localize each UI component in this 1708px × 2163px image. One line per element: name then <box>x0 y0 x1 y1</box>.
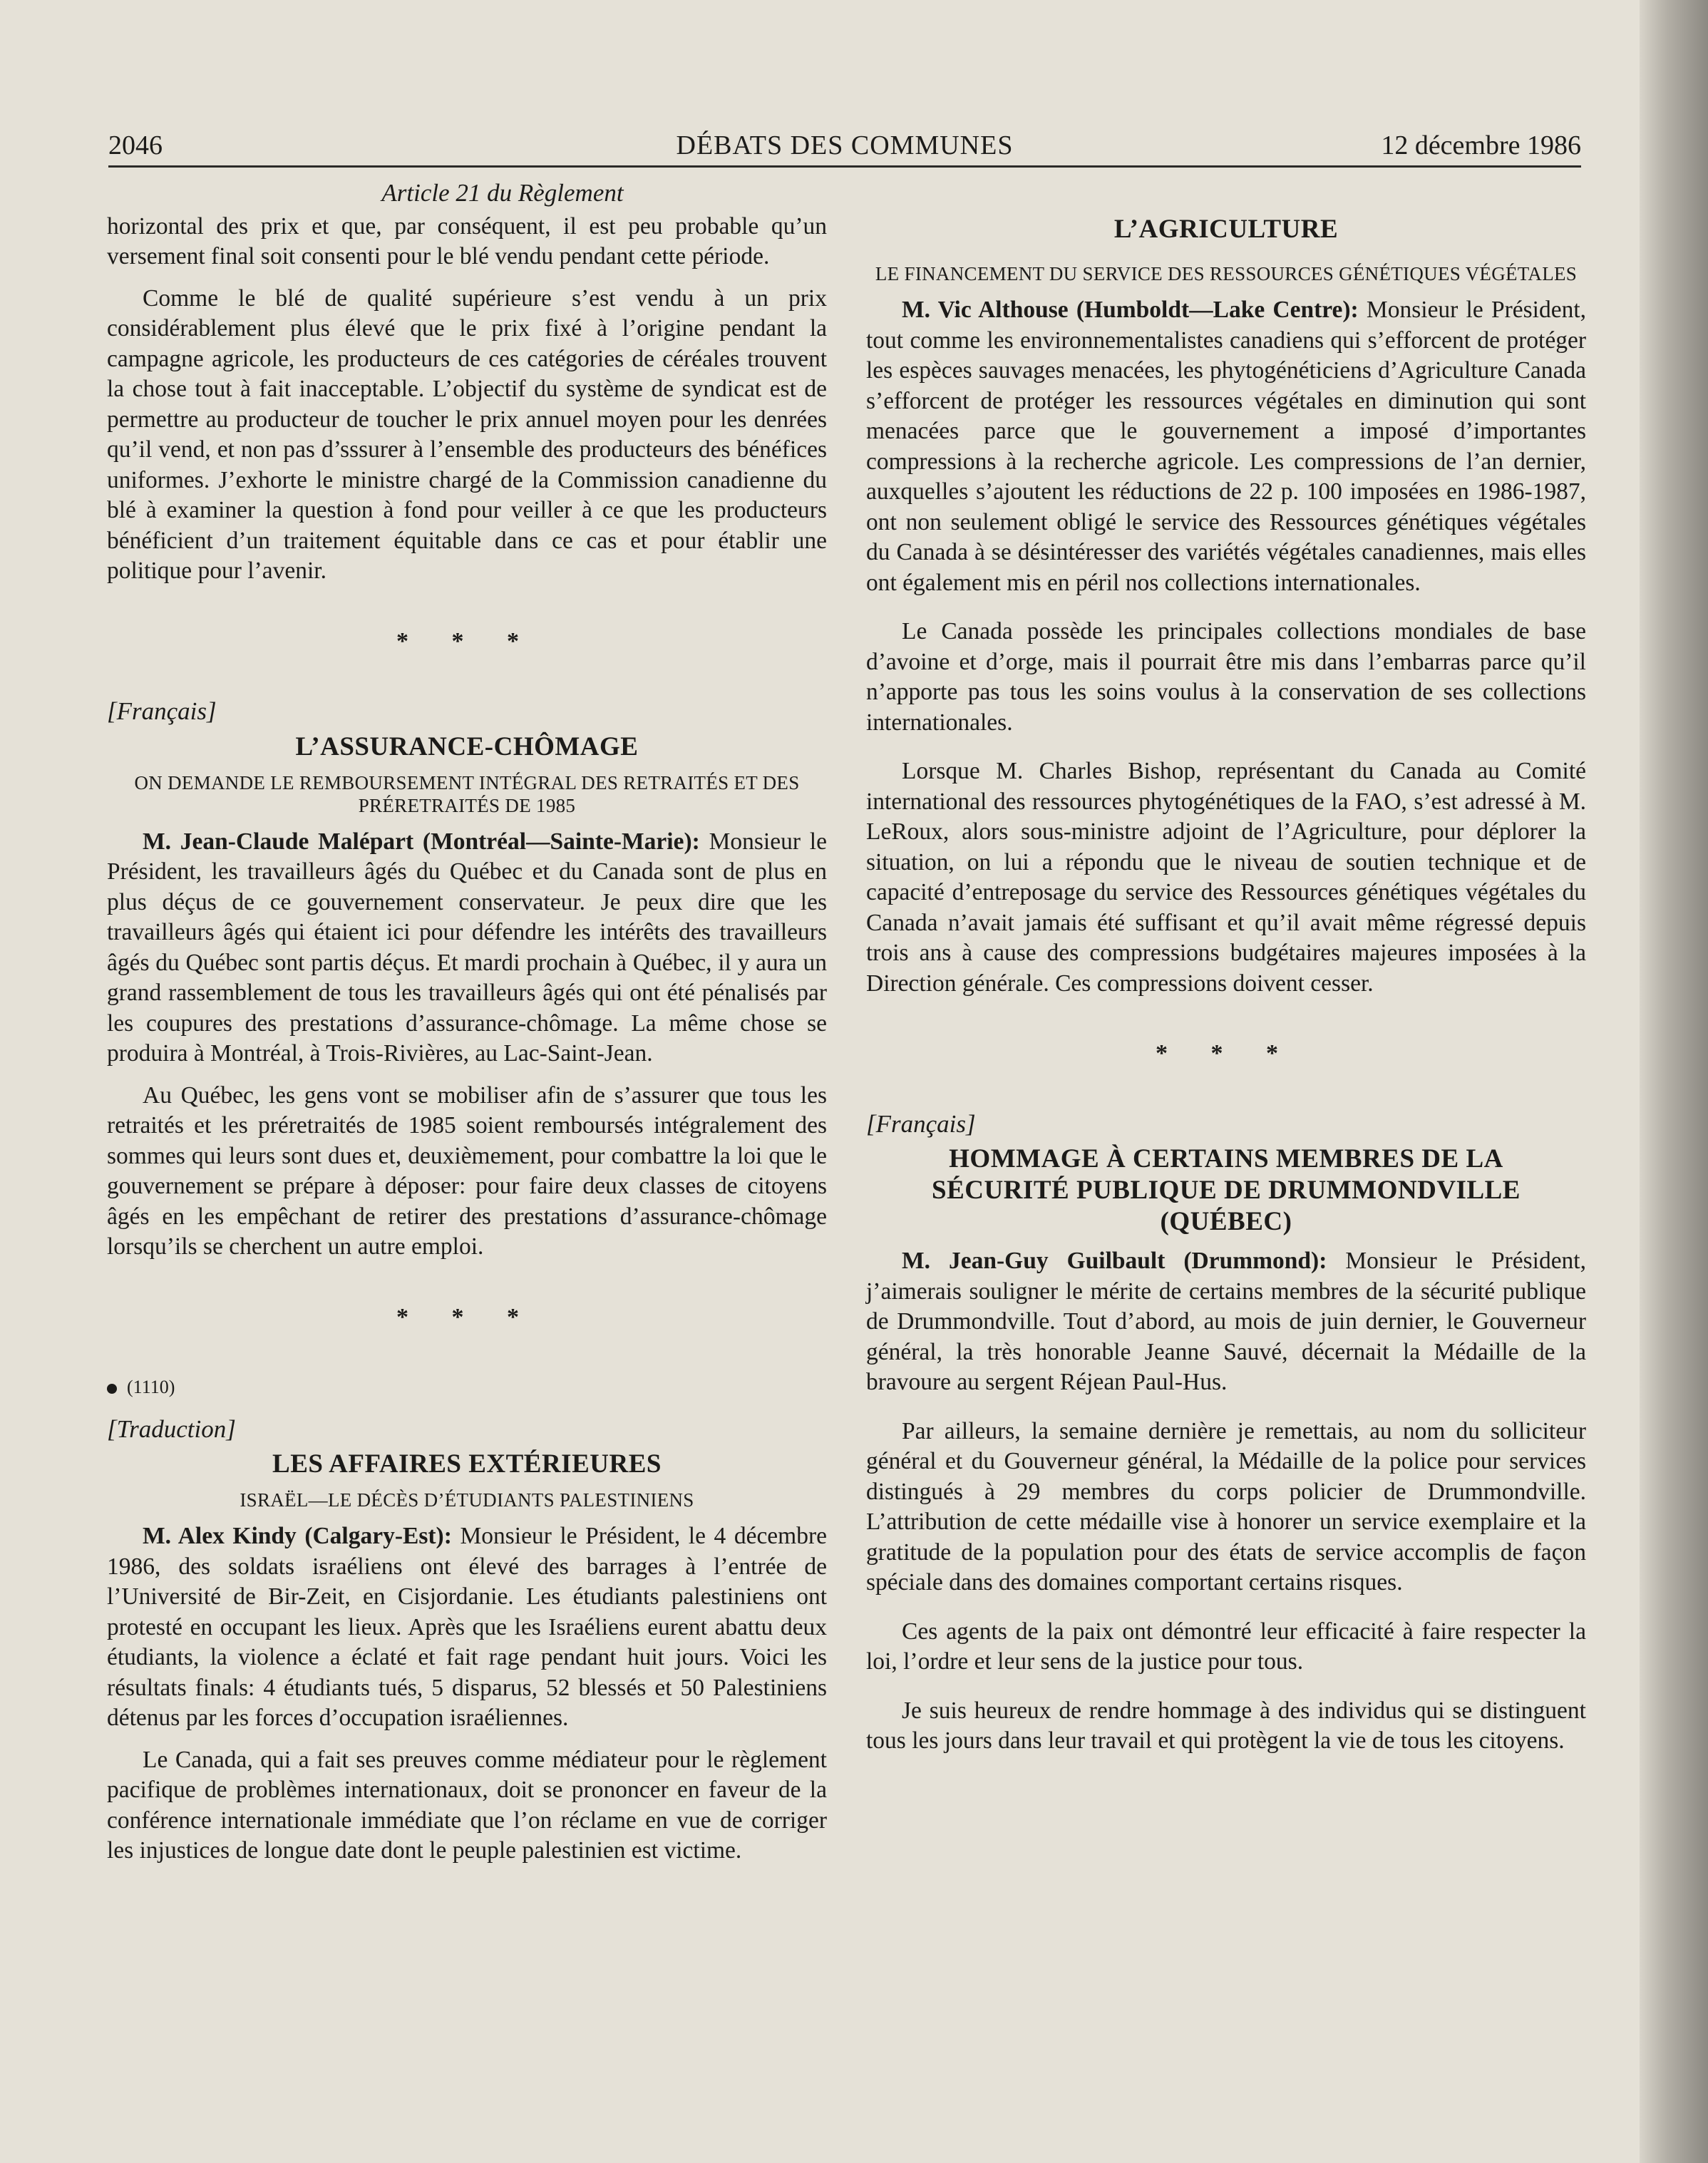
speech-text: Monsieur le Président, j’aimerais souligner le mérite de certains membres de la sécurité publique de Drummondville. Tout d’abord, au mois de juin dernier, le Gouverneur général, la très honorable Jeanne Sauvé, décernait la Médaille de la bravoure au sergent Réjean Paul-Hus. <box>866 1248 1586 1395</box>
speech-text: Monsieur le Président, le 4 décembre 1986, des soldats israéliens ont élevé des barrages à l’entrée de l’Université de Bir-Zeit, en Cisjordanie. Les étudiants palestiniens ont protesté en occupant les lieux. Après que les Israéliens eurent abattu deux étudiants, la violence a éclaté et fait rage pendant huit jours. Voici les résultats finals: 4 étudiants tués, 5 disparus, 52 blessés et 50 Palestiniens détenus par les forces d’occupation israéliennes. <box>107 1523 828 1731</box>
speaker-name: M. Vic Althouse (Humboldt—Lake Centre): <box>902 297 1359 323</box>
speech-paragraph <box>866 295 1586 598</box>
speech-text: Monsieur le Président, les travailleurs âgés du Québec et du Canada sont de plus en plus déçus de ce gouvernement conservateur. Je peux dire que les travailleurs âgés qui étaient ici pour défendre les intérêts des travailleurs âgés du Québec sont partis déçus. Et mardi prochain à Québec, il y aura un grand rassemblement de tous les travailleurs âgés qui ont été pénalisés par les coupures des prestations d’assurance-chômage. La même chose se produira à Montréal, à Trois-Rivières, au Lac-Saint-Jean. <box>107 828 827 1067</box>
time-marker-text: (1110) <box>127 1377 175 1397</box>
running-header <box>108 123 1581 168</box>
section-heading: HOMMAGE À CERTAINS MEMBRES DE LA SÉCURITÉ PUBLIQUE DE DRUMMONDVILLE (QUÉBEC) <box>932 1144 1521 1236</box>
section-heading: LES AFFAIRES EXTÉRIEURES <box>272 1449 662 1479</box>
speaker-name: M. Jean-Claude Malépart (Montréal—Sainte-Marie): <box>143 828 700 855</box>
speaker-name: M. Jean-Guy Guilbault (Drummond): <box>902 1248 1327 1274</box>
section-separator: * * * <box>396 627 537 654</box>
page-number: 2046 <box>108 130 163 160</box>
time-marker <box>107 1372 827 1403</box>
section-subheading: ISRAËL—LE DÉCÈS D’ÉTUDIANTS PALESTINIENS <box>240 1489 694 1511</box>
paragraph: Je suis heureux de rendre hommage à des individus qui se distinguent tous les jours dans leur travail et qui protègent la vie de tous les citoyens. <box>866 1697 1586 1754</box>
speech-paragraph <box>107 827 827 1069</box>
paragraph: Lorsque M. Charles Bishop, représentant du Canada au Comité international des ressources phytogénétiques de la FAO, s’est adressé à M. LeRoux, alors sous-ministre adjoint de l’Agriculture, pour déplorer la situation, on lui a répondu que le niveau de soutien technique et de capacité d’entreposage du service des Ressources génétiques végétales du Canada n’avait jamais été suffisant et qu’il avait même régressé depuis trois ans à cause des compressions budgétaires majeures imposées à la Direction générale. Ces compressions doivent cesser. <box>866 758 1586 997</box>
speech-paragraph <box>866 1246 1586 1398</box>
book-gutter-edge <box>1640 0 1708 2163</box>
paragraph: Au Québec, les gens vont se mobiliser afin de s’assurer que tous les retraités et les préretraités de 1985 soient remboursés intégralement des sommes qui leurs sont dues et, deuxièmement, pour combattre la loi que le gouvernement se prépare à déposer: pour faire deux classes de citoyens âgés en les empêchant de retirer des prestations d’assurance-chômage lorsqu’ils se cherchent un autre emploi. <box>107 1082 827 1260</box>
section-separator: * * * <box>1156 1040 1297 1067</box>
left-column <box>107 178 827 1878</box>
language-marker: [Français] <box>866 1109 976 1138</box>
section-heading: L’ASSURANCE-CHÔMAGE <box>295 731 639 761</box>
paragraph: Comme le blé de qualité supérieure s’est vendu à un prix considérablement plus élevé que le prix fixé à l’origine pendant la campagne agricole, les producteurs de ces catégories de céréales trouvent la chose tout à fait inacceptable. L’objectif du système de syndicat est de permettre au producteur de toucher le prix annuel moyen pour les denrées qu’il vend, et non pas d’sssurer à l’ensemble des producteurs des bénéfices uniformes. J’exhorte le ministre chargé de la Commission canadienne du blé à examiner la question à fond pour veiller à ce que les producteurs bénéficient d’un traitement équitable dans ce cas et pour établir une politique pour l’avenir. <box>107 284 827 584</box>
section-heading: L’AGRICULTURE <box>1113 215 1339 244</box>
section-subheading: LE FINANCEMENT DU SERVICE DES RESSOURCES GÉNÉTIQUES VÉGÉTALES <box>875 263 1578 284</box>
paragraph: Le Canada possède les principales collections mondiales de base d’avoine et d’orge, mais il pourrait être mis dans l’embarras parce qu’il n’apporte pas tous les soins voulus à la conservation de ses collections internationales. <box>866 618 1586 736</box>
right-column <box>866 178 1586 1768</box>
paragraph: Ces agents de la paix ont démontré leur efficacité à faire respecter la loi, l’ordre et leur sens de la justice pour tous. <box>866 1618 1586 1675</box>
section-separator: * * * <box>396 1303 537 1330</box>
section-subheading: ON DEMANDE LE REMBOURSEMENT INTÉGRAL DES RETRAITÉS ET DES PRÉRETRAITÉS DE 1985 <box>134 771 800 816</box>
section-label: Article 21 du Règlement <box>381 179 624 207</box>
publication-title: DÉBATS DES COMMUNES <box>676 130 1014 160</box>
bullet-icon <box>107 1384 117 1394</box>
paragraph: Par ailleurs, la semaine dernière je remettais, au nom du solliciteur général et du Gouverneur général, la Médaille de la police pour services distingués à 29 membres du corps policier de Drummondville. L’attribution de cette médaille vise à honorer un service exemplaire et la gratitude de la population pour des états de service accomplis de façon spéciale dans des domaines comportant certains risques. <box>866 1417 1586 1596</box>
paragraph: Le Canada, qui a fait ses preuves comme médiateur pour le règlement pacifique de problèmes internationaux, doit se prononcer en faveur de la conférence internationale immédiate que l’on réclame en vue de corriger les injustices de longue date dont le peuple palestinien est victime. <box>107 1746 827 1864</box>
page-date: 12 décembre 1986 <box>1381 130 1581 160</box>
language-marker: [Traduction] <box>107 1414 236 1443</box>
speech-paragraph <box>107 1521 827 1734</box>
speech-text: Monsieur le Président, tout comme les environnementalistes canadiens qui s’efforcent de protéger les espèces sauvages menacées, les phytogénéticiens d’Agriculture Canada s’efforcent de protéger les ressources végétales en diminution qui sont menacées parce que le gouvernement a imposé d’importantes compressions à la recherche agricole. Les compressions de l’an dernier, auxquelles s’ajoutent les réductions de 22 p. 100 imposées en 1986-1987, ont non seulement obligé le service des Ressources génétiques végétales du Canada à se désintéresser des variétés végétales canadiennes, mais elles ont également mis en péril nos collections internationales. <box>866 297 1586 596</box>
paragraph: horizontal des prix et que, par conséquent, il est peu probable qu’un versement final soit consenti pour le blé vendu pendant cette période. <box>107 212 827 269</box>
language-marker: [Français] <box>107 697 217 725</box>
speaker-name: M. Alex Kindy (Calgary-Est): <box>143 1523 452 1549</box>
